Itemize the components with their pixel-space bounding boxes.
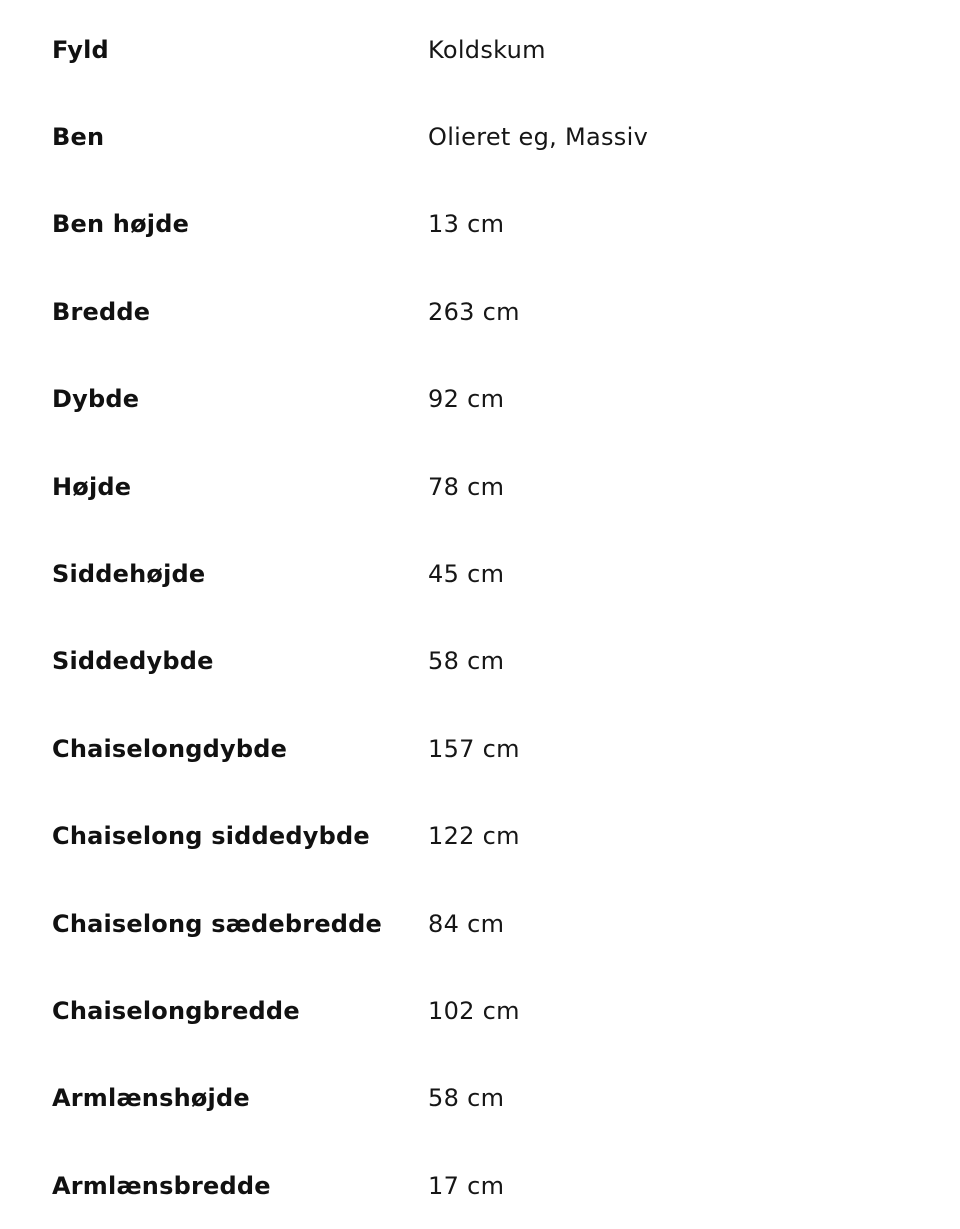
spec-value: 263 cm	[428, 297, 520, 326]
spec-label: Dybde	[52, 385, 140, 414]
spec-label: Chaiselongdybde	[52, 734, 288, 763]
spec-label: Ben	[52, 123, 105, 152]
spec-label: Armlænshøjde	[52, 1084, 250, 1113]
spec-value: 157 cm	[428, 734, 520, 763]
spec-value: 84 cm	[428, 909, 505, 938]
spec-row-ben	[0, 93, 960, 180]
spec-label: Chaiselong sædebredde	[52, 909, 383, 938]
spec-row-dybde	[0, 356, 960, 443]
spec-label: Siddehøjde	[52, 560, 206, 589]
spec-label: Ben højde	[52, 210, 190, 239]
spec-value: 58 cm	[428, 1084, 505, 1113]
spec-value: 102 cm	[428, 996, 520, 1025]
spec-row-fyld	[0, 6, 960, 93]
spec-value: 58 cm	[428, 647, 505, 676]
spec-row-chaiselong-siddedybde	[0, 793, 960, 880]
spec-label: Højde	[52, 472, 132, 501]
spec-label: Chaiselongbredde	[52, 996, 300, 1025]
spec-row-armlaenshojde	[0, 1055, 960, 1142]
product-spec-table	[0, 6, 960, 1229]
spec-value: Koldskum	[428, 35, 546, 64]
spec-value: 122 cm	[428, 822, 520, 851]
spec-label: Siddedybde	[52, 647, 214, 676]
spec-row-hojde	[0, 443, 960, 530]
spec-label: Armlænsbredde	[52, 1171, 271, 1200]
spec-row-armlaensbredde	[0, 1142, 960, 1229]
spec-value: 78 cm	[428, 472, 505, 501]
spec-label: Chaiselong siddedybde	[52, 822, 370, 851]
spec-row-chaiselong-saedebredde	[0, 880, 960, 967]
spec-row-siddehojde	[0, 530, 960, 617]
spec-row-ben-hojde	[0, 181, 960, 268]
spec-row-chaiselongbredde	[0, 967, 960, 1054]
spec-value: 17 cm	[428, 1171, 505, 1200]
spec-value: 45 cm	[428, 560, 505, 589]
spec-row-bredde	[0, 268, 960, 355]
spec-row-chaiselongdybde	[0, 705, 960, 792]
spec-value: 13 cm	[428, 210, 505, 239]
spec-value: Olieret eg, Massiv	[428, 123, 649, 152]
spec-label: Bredde	[52, 297, 151, 326]
spec-value: 92 cm	[428, 385, 505, 414]
spec-row-siddedybde	[0, 618, 960, 705]
spec-label: Fyld	[52, 35, 109, 64]
